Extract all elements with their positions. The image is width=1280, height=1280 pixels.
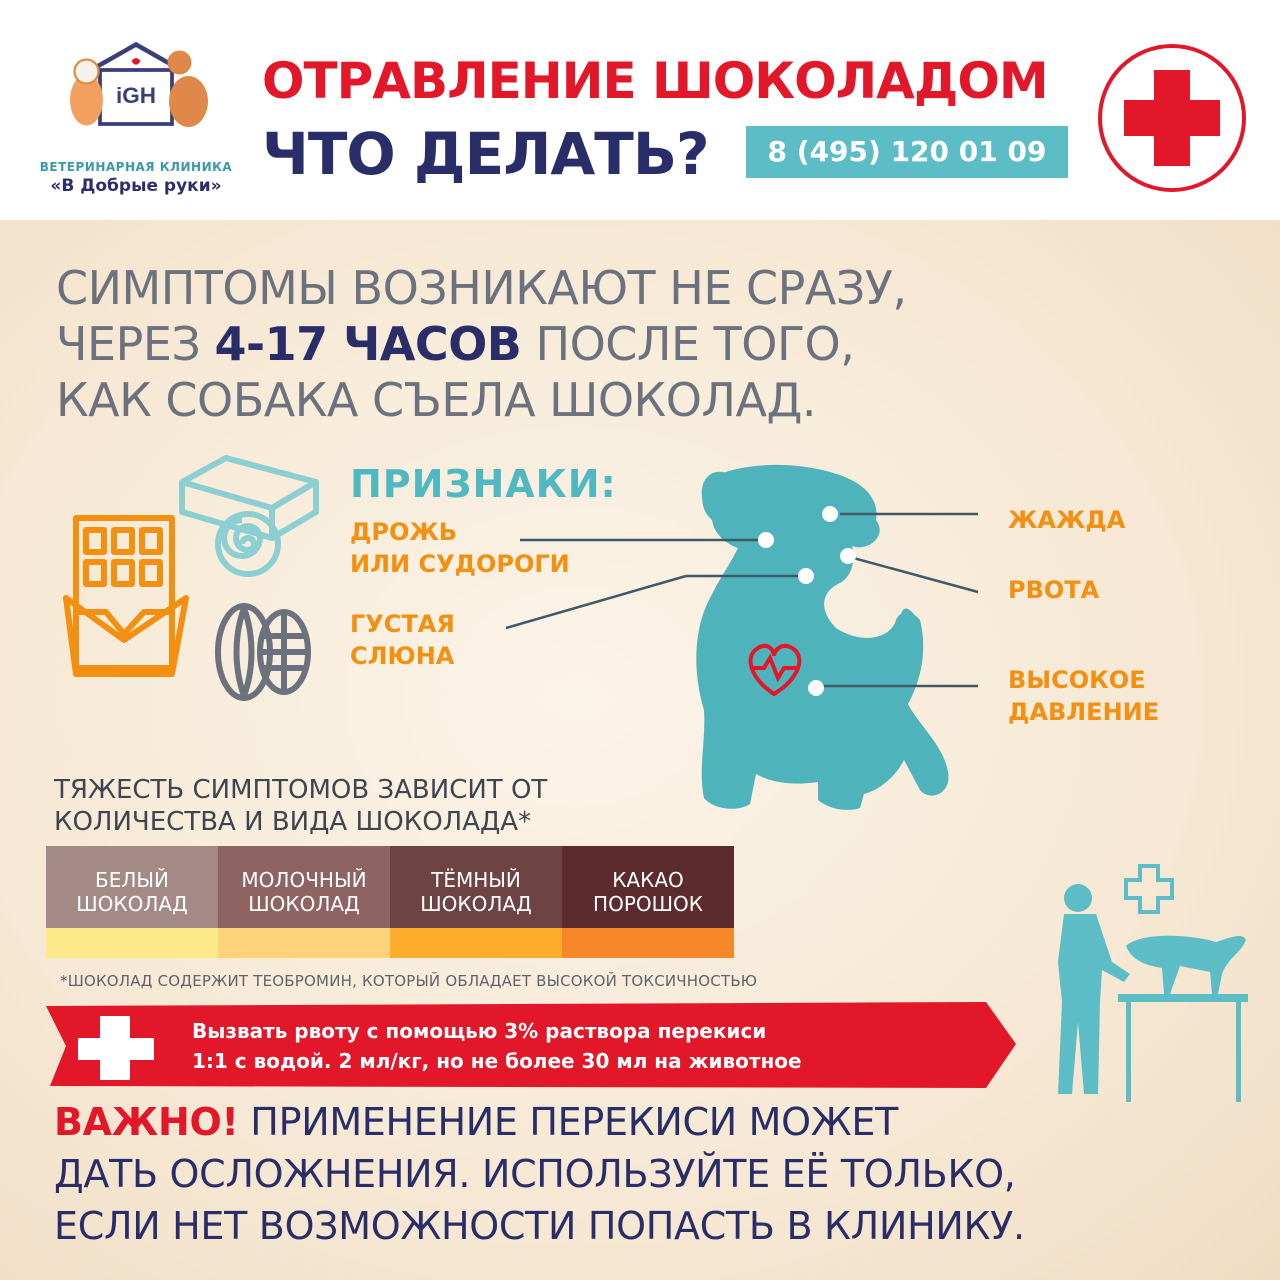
severity-stripe <box>562 928 734 958</box>
theobromine-footnote: *ШОКОЛАД СОДЕРЖИТ ТЕОБРОМИН, КОТОРЫЙ ОБЛАДАЕТ ВЫСОКОЙ ТОКСИЧНОСТЬЮ <box>60 972 758 990</box>
chocolate-severity-scale <box>46 846 736 958</box>
type-dark-chocolate: ТЁМНЫЙ ШОКОЛАД <box>390 846 562 928</box>
signs-title: ПРИЗНАКИ: <box>350 462 617 506</box>
sign-thirst: ЖАЖДА <box>1008 506 1126 534</box>
important-warning: ВАЖНО! ПРИМЕНЕНИЕ ПЕРЕКИСИ МОЖЕТ ДАТЬ ОСЛОЖНЕНИЯ. ИСПОЛЬЗУЙТЕ ЕЁ ТОЛЬКО, ЕСЛИ НЕТ ВОЗМОЖНОСТИ ПОПАСТЬ В КЛИНИКУ. <box>54 1100 1025 1248</box>
hours-highlight: 4-17 ЧАСОВ <box>214 317 522 371</box>
sign-pressure: ВЫСОКОЕ ДАВЛЕНИЕ <box>1008 666 1160 726</box>
important-label: ВАЖНО! <box>54 1100 239 1144</box>
severity-stripe <box>390 928 562 958</box>
chocolate-bar-icon <box>62 512 192 682</box>
sign-tremor: ДРОЖЬ ИЛИ СУДОРОГИ <box>350 518 570 578</box>
logo-clinic-name: «В Добрые руки» <box>50 176 222 196</box>
type-milk-chocolate: МОЛОЧНЫЙ ШОКОЛАД <box>218 846 390 928</box>
cocoa-bean-icon <box>206 596 316 706</box>
severity-stripe <box>218 928 390 958</box>
title-what-to-do: ЧТО ДЕЛАТЬ? <box>262 120 709 188</box>
medical-cross-icon <box>1098 44 1246 192</box>
dog-silhouette <box>500 460 1000 820</box>
severity-stripe <box>46 928 218 958</box>
symptoms-line2: ЧЕРЕЗ 4-17 ЧАСОВ ПОСЛЕ ТОГО, <box>56 317 855 371</box>
sign-vomit: РВОТА <box>1008 576 1100 604</box>
first-aid-instruction: Вызвать рвоту с помощью 3% раствора перекиси 1:1 с водой. 2 мл/кг, но не более 30 мл на животное <box>192 1019 802 1073</box>
type-cocoa-powder: КАКАО ПОРОШОК <box>562 846 734 928</box>
type-white-chocolate: БЕЛЫЙ ШОКОЛАД <box>46 846 218 928</box>
sign-saliva: ГУСТАЯ СЛЮНА <box>350 610 455 670</box>
clinic-logo <box>36 40 236 160</box>
candies-icon <box>176 452 336 582</box>
logo-mark: iGH <box>115 83 157 108</box>
vet-with-dog-illustration <box>1040 862 1260 1112</box>
symptoms-onset-text <box>56 260 1206 428</box>
title-poisoning: ОТРАВЛЕНИЕ ШОКОЛАДОМ <box>262 52 1048 110</box>
phone-number[interactable]: 8 (495) 120 01 09 <box>746 126 1068 178</box>
symptoms-line1: СИМПТОМЫ ВОЗНИКАЮТ НЕ СРАЗУ, <box>56 261 907 315</box>
symptoms-line3: КАК СОБАКА СЪЕЛА ШОКОЛАД. <box>56 373 817 427</box>
logo-subtitle: ВЕТЕРИНАРНАЯ КЛИНИКА <box>39 160 233 174</box>
severity-text: ТЯЖЕСТЬ СИМПТОМОВ ЗАВИСИТ ОТ КОЛИЧЕСТВА И ВИДА ШОКОЛАДА* <box>54 775 548 837</box>
